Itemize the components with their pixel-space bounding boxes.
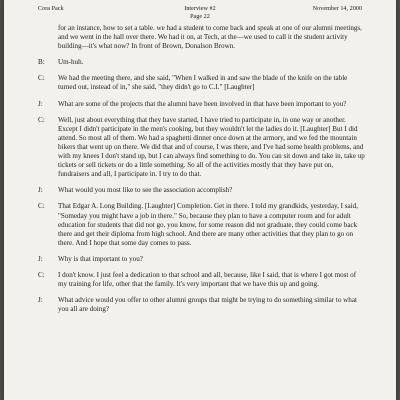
transcript-turn [38, 116, 366, 180]
transcript-turn [38, 74, 366, 92]
transcript-turn [38, 296, 366, 314]
transcript-body [38, 24, 366, 321]
speaker-label: J: [38, 99, 43, 108]
speaker-label: C: [38, 115, 45, 124]
speaker-label: C: [38, 202, 45, 211]
interview-date: November 14, 2000 [312, 5, 362, 12]
transcript-turn [38, 24, 366, 51]
transcript-turn [38, 100, 366, 109]
turn-text: We had the meeting there, and she said, "When I walked in and saw the blade of the knife on the table turned out, instead of in," she said, "they didn't go to C.I." [Laughter] [58, 74, 348, 92]
page-number: Page 22 [190, 13, 210, 20]
speaker-label: C: [38, 270, 45, 279]
interviewee-name: Cora Pack [38, 5, 64, 12]
turn-text: What would you most like to see the association accomplish? [58, 186, 233, 195]
turn-text: That Edgar A. Long Building. [Laughter] Completion. Get in there. I told my grandkids, yesterday, I said, "Someday you might have a job in there." So, because they plan to have a computer room and for adult education for students that did not go, you know, for some reason did not graduate, they could come back there and get their diploma from high school. And there are many other activities that they plan to go on there. And I hope that some day comes to pass. [58, 202, 358, 247]
speaker-label: J: [38, 254, 43, 263]
turn-text: What advice would you offer to other alumni groups that might be trying to do something similar to what you all are doing? [58, 296, 357, 314]
interview-number: Interview #2 [184, 5, 216, 12]
speaker-label: B: [38, 58, 45, 67]
turn-text: Well, just about everything that they have started, I have tried to participate in, in one way or another. Except I didn't participate in the men's cooking, but they wouldn't let the ladies do it. [Laughter] But I did attend. So most all of them. We had a spaghetti dinner once down at the armory, and we fed the mountain bikers that went up on there. We did that and of course, I was there, and I've had some health problems, and with my knees I don't stand up, but I can always find something to do. You can sit down and take in, take up tickets or sell tickets or do a little something. So all of the activities mostly that they have put on, fundraisers and all, I participate in. I try to do that. [58, 115, 365, 179]
turn-text: Why is that important to you? [58, 254, 143, 263]
transcript-turn [38, 58, 366, 67]
speaker-label: J: [38, 296, 43, 305]
speaker-label: C: [38, 74, 45, 83]
transcript-turn [38, 186, 366, 195]
turn-text: I don't know. I just feel a dedication to that school and all, because, like I said, that is where I got most of my training for life, other that the family. It's very important that we have this up and going. [58, 270, 357, 289]
transcript-turn [38, 255, 366, 264]
turn-text: What are some of the projects that the alumni have been involved in that have been important to you? [58, 99, 347, 108]
transcript-turn [38, 271, 366, 289]
transcript-turn [38, 202, 366, 247]
turn-text: Um-huh. [58, 58, 84, 67]
speaker-label: J: [38, 186, 43, 195]
turn-text: for an instance, how to set a table. we had a student to come back and speak at one of our alumni meetings, and we went in the hall over there. We had it on, at Tech, at the—we used to call it the student activity building—it's what now? In front of Brown, Donalson Brown. [58, 24, 362, 51]
document-page [4, 0, 396, 400]
